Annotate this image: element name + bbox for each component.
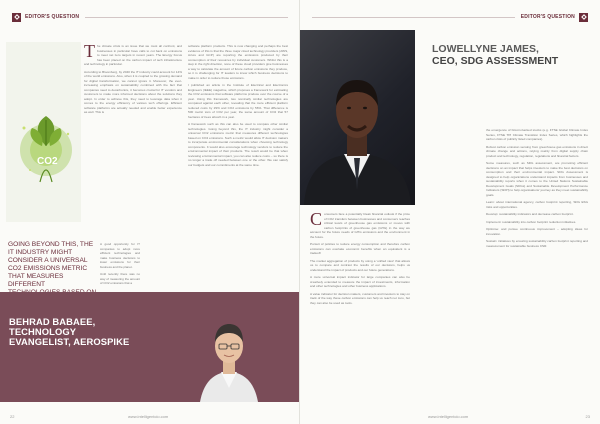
- magazine-logo-icon: [12, 13, 21, 22]
- page-number: 22: [10, 414, 15, 419]
- article-column-small: A good opportunity for IT companies to adopt more efficient technologies and make business decisions to lower emissions for their business and the planet. Until recently there was no way of measuring the amount of CO2 emissions that a: [100, 242, 140, 285]
- co2-illustration: [6, 42, 81, 222]
- article-column-1: Consumers face a potentially bleak financial outlook if the price of CO2 transfers between businesses and consumers reaches critical levels of greenhouse gas emissions or moves with carbon footprints of greenhouse gas (GHG) in the way we account for the future needs of GHG emissions and the environment in the future. Pursuit of policies to reduce energy consumption and therefore carbon emissions can overtake economic benefits when an equivalent is a tradeoff. The market aggregation of products by using a 'unified view' that allows us to compare and contrast the results of our decisions, helps us understand the impact of products and our future generations. A more universal impact indicator for large companies can also be creatively extended to measure the impact of investments, information and other technologies and other business applications. A value indicator for decision makers, customers and investors to stay on track of the way these carbon emissions can help us reach net zero, but they can also be used as tools.: [310, 209, 410, 305]
- author-name: BEHRAD BABAEE,: [9, 316, 96, 327]
- page-header: [12, 11, 288, 23]
- section-label: EDITOR'S QUESTION: [25, 14, 80, 20]
- drop-cap-c: C: [310, 209, 323, 229]
- right-page: [300, 0, 600, 424]
- article-column-2: the emergence of bitcoin-backed stocks (e.g. FTSE Global Climate Index Series, FTSE TPI Climate Transition Index Series, which highlights the carbon risks of publicly listed companies). Robust carbon emission sensing from greenhouse gas emissions in direct climate change and actions, relying mainly from digital supply chain product and technology, regulation, regulations and financial factors. Some measures, such as SDG assessment, are promoting efficient decisions on an impact that helps investors to make the best decisions on consumption and their environmental impact. SDG Assessment is designed to help organizations understand impacts from businesses and sustainability reports when it comes to the United Nations Sustainable Development Goals (SDGs) and Sustainable Development Performance Indicators (SDPI) to help organisations' journey as they meet sustainability goals. Learn: about international agency, carbon footprint reporting, SDG ESG risks and opportunities. Develop: sustainability indicators and decrease carbon footprint. Implement: sustainability into carbon footprint reduction initiatives. Optimise: and pursue continuous improvement – adopting ideas for innovation. Sustain: initiatives by ensuring sustainability carbon footprint reporting and measurement for sustainable business CSR.: [486, 128, 588, 248]
- co2-label: CO2: [37, 156, 58, 167]
- pull-quote: GOING BEYOND THIS, THE IT INDUSTRY MIGHT CONSIDER A UNIVERSAL CO2 EMISSIONS METRIC THAT MEASURES DIFFERENT: [8, 241, 94, 288]
- drop-cap-t: T: [84, 41, 95, 61]
- author-title: CEO, SDG ASSESSMENT: [432, 54, 559, 67]
- article-column-1: The climate crisis is an issue that we must all confront, and businesses in particular have calls to cut back on emissions to meet net zero targets in recent years. The Energy Focus has been placed on the carbon impact of tech infrastructure and technology in particular. According to Bloomberg, by 2040 the IT industry could account for 14% of the world emissions. Also, when it is coupled to the growing demand for digital transformation, we cannot ignore it. Moreover, the ever-increasing emphasis on sustainability combined with the fact that companies need to decarbonize, it becomes crucial for IT vendors and customers to make more informed decisions about the solutions they adopt. In order to achieve this, they need to leverage data when it comes to the energy efficiency of various tech offerings. Efficient software platforms are actually needed and enable better experience as well. This is: [84, 41, 182, 114]
- author-title-line-1: TECHNOLOGY: [9, 325, 77, 337]
- magazine-logo-icon: [579, 13, 588, 22]
- page-header: [312, 11, 588, 23]
- footer-url: www.intelligentcio.com: [128, 414, 169, 419]
- author-title-line-2: EVANGELIST, AEROSPIKE: [9, 335, 130, 347]
- article-column-2: software platform products. This is now changing and perhaps the best evidence of this is that the three major cloud technology providers (AWS, Azure and GCP) are reporting the emissions produced by their consumption of their resources by individual customers. Whilst this is a step in the right direction, none of these cloud providers give businesses a way to calculate the amount of future carbon emissions they produce, so it is challenging for IT leaders to know which business decisions to make in order to reduce those emissions. I published an article in the Institute of Electrical and Electronics Engineers (IEEE) magazine, which proposes a framework for estimating the CO2 emissions that software platforms produce over the course of a year. Using this framework, two nominally similar technologies are compared against each other, revealing that the more efficient platform reduced costs by 29% and CO2 emissions by 56%. That difference is 500 metric tons of CO2 per year, the same amount of CO2 that 57 hectares of trees absorb in a year. A framework such as this can also be used to compare other similar technologies. Going beyond this, the IT industry might consider a universal CO2 emissions metric that measures different technologies based on CO2 emissions. Such a metric would allow IT decision makers to incorporate environmental considerations when choosing technology components. It would also encourage technology vendors to reduce the environmental impact of their products. The result would be that when reviewing environmental impact, you can also reduce costs – so there is no longer a trade off needed between one or the other. We can satisfy our budgets and our commitments at the same time.: [188, 44, 288, 167]
- author-name-heading: [432, 44, 592, 67]
- footer-url: www.intelligentcio.com: [428, 414, 469, 419]
- author-photo: [300, 30, 415, 205]
- author-name: LOWELLYNE JAMES,: [432, 43, 539, 55]
- section-label: EDITOR'S QUESTION: [520, 14, 575, 20]
- page-number: 23: [585, 414, 590, 419]
- author-photo: [194, 302, 264, 402]
